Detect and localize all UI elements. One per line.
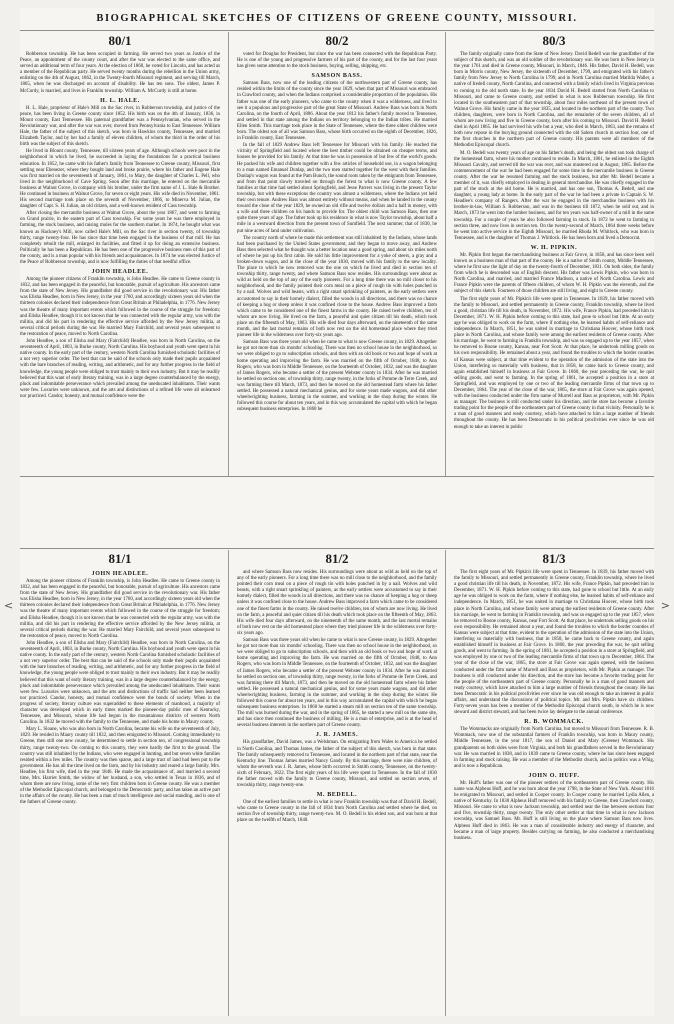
paragraph: H. L. Hale, proprietor of Hale's Mill on the Sac river, in Robberson township, and justice of the peace, has been living in Greene county since 1852. His birth was on the 4th of January, 1836, in Mount county, East Tennessee. His paternal grandfather was a Pennsylvanian, who served in the Revolutionary war, and after the war was over, moved from Pennsylvania to East Tennessee. William Hale, the father of the subject of this sketch, was born in Hawkins county, Tennessee, and married Elizabeth Taylor, and by her had a family of eleven children, of whom the third in the order of his birth was the subject of this sketch. [20,105,220,148]
section-heading: W. H. PIPKIN. [530,244,578,251]
page-number: 80/2 [325,33,349,48]
column-rule [445,32,446,476]
paragraph: The Wommacks are originally from North Carolina, but moved to Missouri from Tennessee. R. B. Wommack, now one of the substantial farmers of Franklin township, was born in Maury county, Middle Tennessee, in the year 1817, the son of Daniel and Mary (Greene) Wommack. His grandparents on both sides were from Virginia, and both his grandfathers served in the Revolutionary war. He was married in 1838, and in 1839 came to Greene county, where he has since been engaged in farming and stock raising. He was a member of the Methodist church, and in politics was a Whig, and is now a Republican. [454,727,654,769]
paragraph: He lived in Blount county, Tennessee, till sixteen years of age. Although schools were poor in the neighborhood in which he lived, he succeeded in laying the foundations for a practical business education. In 1852, he came with his father's family from Tennessee to Greene county, Missouri, first settling near Ebenezer, where they bought land and broke prairie, where his father and Eugene Hale was first married on the seventeenth of January, 1861, to Mary, the daughter of Charles L. Pell, who lived in the neighborhood of Cave Spring. Soon after this marriage, he entered on the mercantile business at Walnut Grove, in company with his brother, under the firm name of J. L. Hale & Brother. He continued in business at Walnut Grove, for seven or eight years. His wife died in November, 1861. His second marriage took place on the seventh of November, 1866, to Minerva M. Julian, the daughter of Capt. S. H. Julian, an old citizen, and a well-known resident of Cass township. [20,149,220,210]
paragraph: Among the pioneer citizens of Franklin township, is John Headlee. He came to Greene county in 1832, and has been engaged in the peaceful, but honorable, pursuit of agriculture. His ancestors came from the state of New Jersey. His grandfather did good service in the revolutionary war. His father was Elisha Headlee, born in New Jersey, in the year 1760, and accordingly sixteen years old when the thirteen colonies declared their independence from Great Britain at Philadelphia, in 1776. New Jersey was the theatre of many important events which followed in the course of the struggle for freedom; and Elisha Headlee, though it is not known that he was connected with the regular army, was with the militia, and did his part in rendering the effective service afforded by the New Jersey militia, at several critical periods during the war. He married Mary Fairchild, and several years subsequent to the restoration of peace, moved to North Carolina. [20,579,220,639]
page-number: 81/3 [542,551,566,566]
section-heading: R. B. WOMMACK. [524,719,584,726]
page-number: 81/1 [108,551,132,566]
paragraph: His grandfather, David James, was a Welshman. On emigrating from Wales to America he settled in North Carolina, and Thomas James, the father of the subject of this sketch, was born in that state. The family subsequently removed to Tennessee, and located in the northern part of that state, near the Kentucky line. Thomas James married Nancy Gandy. By this marriage, there were nine children, of whom the seventh was J. R. James, whose birth occurred in Smith county, Tennessee, on the twenty-sixth of February, 1822. The first eight years of his life were spent in Tennessee. In the fall of 1830 the father moved with the family to Greene county, Missouri, and settled on section seven, of township thirty, range twenty-one. [237,740,437,789]
section-heading: H. L. HALE. [100,97,140,104]
right-crop-marker: > [660,599,670,612]
paragraph: One of the earliest families to settle in what is now Franklin township was that of David H. Bedell, who came to Greene county in the fall of 1834 from North Carolina and settled where he died, on section five of township thirty, range twenty-two. M. O. Bedell is his eldest son, and was born at that place on the twelfth of March, 1840. [237,800,437,824]
column-80-2 [237,32,437,476]
paragraph: The first eight years of Mr. Pipkin's life were spent in Tennessee. In 1839, his father moved with the family to Missouri, and settled permanently in Greene county, Franklin township, where he lived a good, christian life till his death, in November, 1872. His wife, France Pipkin, had preceded him in December, 1871. W. H. Pipkin before coming to this state, had gone to school but little. At an early age he was obliged to work on the farm, where if nothing else, he learned habits of self-reliance and independence. In March, 1851, he was united in marriage to Christiana Hoover, whose birth took place in North Carolina, and whose family were among the earliest residents of Greene county. After his marriage, he went to farming in Franklin township, and was so engaged up to the year 1857, when he removed to Boone county, Kansas, near Fort Scott. At that place, he undertook milling goods on his own responsibility. He remained about a year, and found the troubles to which the border counties of Kansas were subject, at that time evident to the operation of the admission of the state into the Union, interfering so materially with business, that in 1858, he came back to Greene county, and again established himself in business at Fair Grove. In 1860, the year preceding the war, he quit selling goods, and went to farming. In the spring of 1861, he accepted a position in a store at Springfield, and was employed by one or two of the leading mercantile firms of that town up to December, 1864. The year of the close of the war, 1865, the store at Fair Grove was again opened, with the business conducted under the firm name of Murrell and Bass as proprietors, with Mr. Pipkin as manager. The business is still conducted under his direction, and the store has become a favorite trading point for the people of the northeastern part of Greene county in that vicinity. Personally he is a man of good manners and ready courtesy, which have attached to him a large number of friends throughout the county. He has been Democratic in his political proclivities ever since he was old enough to take an interest in public [454,296,654,430]
section-heading: J. R. JAMES. [315,732,359,739]
section-heading: JOHN HEADLEE. [91,571,149,577]
band-rule-top [20,476,654,477]
bottom-band [20,550,654,1016]
left-crop-marker: < [4,599,14,612]
column-rule [228,550,229,1016]
paragraph: voted for Douglas for President, but since the war has been connected with the Republican Party. He is one of the young and progressive farmers of his part of the county, and for the last four years has given some attention to the stock business, buying, selling, shipping, etc. [237,52,437,70]
paragraph: and where Samson Bass now resides. His surroundings were about as wild as held on the top of any of the early pioneers. For a long time there was no mill close to the neighborhood, and the family pointed their corn meal on a piece of rough tin with holes punched in by a nail. Wolves and wild beasts, with a right smart sprinkling of painters, as the early settlers were accustomed to say in their homely dialect, filled the woods in all directions, and there was no chance of keeping a hog or sheep unless it was confined close to the house. Andrew Bass improved a farm which came to be considered one of the finest farms in the county. He raised twelve children, ten of whom are now living. He lived on the farm, a peaceful and quiet citizen till his death which took place on the fifteenth of May, 1863. His wife died four days afterward, on the nineteenth of the same month, and the last mortal remains of both now rest on the old homestead place where they tried pioneer life in the wilderness over forty-six years ago. [237,570,437,636]
page-number: 81/2 [325,551,349,566]
paragraph: Samson Bass was three years old when he came to what is now Greene county, in 1829. Altogether he got not more than six months' schooling. There was then no school house in the neighborhood, so we were obliged to go to subscription schools, and then with an old book or two and hope of work at home operating and improving the farm. He was married on the fifth of October, 1848, to Ann Rogers, who was born in Middle Tennessee, on the fourteenth of October, 1832, and was the daughter of James Rogers, who became a settler of the present Webster county in 1834. After he was married he settled on section one, of township thirty, range twenty, in the forks of Pomme de Terre Creek, and was farming there till March, 1873, and then he moved on the old homestead farm where his father settled. He possessed a natural mechanical genius, and for some years made wagons, and did other wheelwrighting business, farming in the summer, and working in the shop during the winter. He followed this course for about ten years, and in this way accumulated the capital with which he began subsequent business enterprises. In 1860 he started a steam mill on section ten of the same township. The mill was burned during the war, and in the spring of 1865, he started a new mill on the same site, and has since then continued the business of milling. He is a man of enterprise, and is at the head of several business interests in the northern part of Greene county. [237,638,437,729]
section-heading: SAMSON BASS. [311,73,363,80]
paragraph: Mr. Pipkin first began the merchandising business at Fair Grove, in 1858, and has since been well known as a business man of that part of the county. He is a native of Smith county, Middle Tennessee, where he first saw the light of day on the twenty-fourth of December, 1831. On both sides, the family from which he is descended was of English descent. His father was Lewis Pipkin, who was born in North Carolina, and married, and married France Madison, a native of North Carolina. Lewis and France Pipkin were the parents of fifteen children, of whom W. H. Pipkin was the eleventh, and the subject of this sketch. Fourteen of those children are still living, and eight in Greene county. [454,252,654,295]
column-rule [228,32,229,476]
column-rule [445,550,446,1016]
paragraph: Samson Bass was three years old when he came to what is now Greene county, in 1829. Altogether he got not more than six months' schooling. There was then no school house in the neighborhood, so we were obliged to go to subscription schools, and then with an old book or two and hope of work at home operating and improving the farm. He was married on the fifth of October, 1848, to Ann Rogers, who was born in Middle Tennessee, on the fourteenth of October, 1832, and was the daughter of James Rogers, who became a settler of the present Webster county in 1834. After he was married he settled on section one, of township thirty, range twenty, in the forks of Pomme de Terre Creek, and was farming there till March, 1873, and then he moved on the old homestead farm where his father settled. He possessed a natural mechanical genius, and for some years made wagons, and did other wheelwrighting business, farming in the summer, and working in the shop during the winter. He followed this course for about ten years, and in this way accumulated the capital with which he began subsequent business enterprises. In 1860 he [237,340,437,413]
page-sheet [20,8,654,1016]
column-81-3 [454,550,654,1016]
page-number: 80/1 [108,33,132,48]
section-heading: JOHN O. HUFF. [528,772,580,779]
paragraph: John Headlee, a son of Elisha and Mary (Fairchild) Headlee, was born in North Carolina, on the seventeenth of April, 1803, in Burke county, North Carolina. His boyhood and youth were spent in his native county. In the early part of the century, western North Carolina furnished scholastic facilities of a not very superior order. The best that can be said of the schools only made their pupils acquainted with the bare branches of reading, writing, and arithmetic, and for any further progress in the field of knowledge, the young people were obliged to trust mainly to their own industry. But it may be readily believed that this want of early literary training, was in a large degree counterbalanced by the energy, pluck and indomitable perseverance which prevailed among the uneducated inhabitants. Their wants were few. Luxuries were unknown, and the arts and distinctions of a refined life were all unlearned nor practiced. Candor, honesty, and mutual confidence were the [20,339,220,399]
column-80-3 [454,32,654,476]
column-81-1 [20,550,220,1016]
section-heading: JOHN HEADLEE. [91,269,149,276]
paragraph: After closing the mercantile business at Walnut Grove, about the year 1867, and went to farming on Grand prairie, in the eastern part of Cass township. For some years he was there employed in farming, the stock business, and raising mules for the southern market. In 1874, he bought what was known as Hackney's Mill, now called Hale's Mill, on the Sac river in section twenty, of township thirty, range twenty-four. He has since that time been engaged in the business of that mill. He has completely rebuilt the mill, enlarged its facilities, and fitted it up for doing an extensive business. Politically he has been a Republican. He has been one of the progressive business men of this part of the county, and is a man popular with his friends and acquaintances. In 1874 he was elected Justice of the Peace of Robberson township, and is now fulfilling the duties of that needful office. [20,211,220,265]
band-rule-bottom [20,548,654,549]
page-header: BIOGRAPHICAL SKETCHES OF CITIZENS OF GREENE COUNTY, MISSOURI. [96,13,578,24]
paragraph: John Headlee, a son of Elisha and Mary (Fairchild) Headlee, was born in North Carolina, on the seventeenth of April, 1803, in Burke county, North Carolina. His boyhood and youth were spent in his native county. In the early part of the century, western North Carolina furnished scholastic facilities of a not very superior order. The best that can be said of the schools only made their pupils acquainted with the bare branches of reading, writing, and arithmetic, and for any further progress in the field of knowledge, the young people were obliged to trust mainly to their own industry. But it may be readily believed that this want of early literary training, was in a large degree counterbalanced by the energy, pluck and indomitable perseverance which prevailed among the uneducated inhabitants. Their wants were few. Luxuries were unknown, and the arts and distinctions of traffic had neither been learned nor practiced. Candor, honesty, and mutual confidence were the bonds of society. When in the progress of society, literary culture was superadded to these elements of manhood, a majority of character was developed which in early times marked the pioneer-day public men of Kentucky, Tennessee, and Missouri, whose life had begun in the mountainous districts of western North Carolina. In 1832 he moved with the family to the Tennessee, and made his home in Maury county. [20,640,220,726]
band-gap [20,478,654,546]
paragraph: Mary L. Sloane, who was also born in North Carolina, became his wife on the seventeenth of July, 1829. He resided in Maury county till 1832, and then emigrated to Missouri. Coming immediately to Greene, then still one new county, he determined to settle in section ten, of congressional township thirty, range twenty-two. On coming to this country, they were hardly the first to the ground. The country was still inhabited by the Indians, who were engaged in hunting, and but seven white families resided within a few miles. The country was then sparse, and a large tract of land had been put to the government. He has all the time lived on the farm, and by his industry and reared a large family. Mrs. Headlee, his first wife, died in the year 1846. He made the acquaintance of, and married a second time, Mrs. Harriet Smith, the widow of her husband, a son, who settled in Texas in 1836, and of whom there are now living, some of the very first children born in Greene county. He was a member of the Methodist Episcopal church, and belonged to the Democratic party, and has taken an active part in the affairs of the county. He has been a man of much intelligence and social standing, and is one of the fathers of Greene county. [20,727,220,806]
paragraph: The family originally came from the State of New Jersey. David Bedell was the grandfather of the subject of this sketch, and was an old soldier of the revolutionary war. He was born in New Jersey in the year 1761 and died in Greene county, Missouri, in March, 1846. His father, David H. Bedell, was born in Morris county, New Jersey, the sixteenth of December, 1799, and emigrated with his father's family from New Jersey to North Carolina in 1799, and in North Carolina married Matilda Waller, a native of Iredell county, North Carolina, and connected with a family which lived in Virginia previous to coming to the old north state. In the year 1834 David H. Bedell started from North Carolina to Missouri, and came to Greene county, and settled in what is now Robberson township. He first located in the southeastern part of that township, about four miles northeast of the present town of Walnut Grove. His family came in the year 1835, and located in the northern part of the county. Two children, daughters, were born in North Carolina, and the remainder of the seven children, all of whom are now living and five in Greene county, born after his coming to Missouri. David H. Bedell died in April 1865. He had survived his wife but a year, who died in March, 1863, and the remains of both now repose in the burying ground connected with the old Salem church in section four, one of the first churches in the northern part of Greene county. His parents were all members of the Methodist Episcopal church. [454,52,654,149]
paragraph: Robberson township. He has been occupied in farming. He served two years as Justice of the Peace, an appointment of the county court, and after the war was elected to the same office, and served an additional term of four years. At the election of 1860, he voted for Lincoln, and has acted as a member of the Republican party. He served twenty months during the rebellion in the Union army, enlisting on the 4th of August, 1862, in the Twenty-fourth Missouri regiment, and serving till March, 1865, when he was discharged on account of disability. He has ten sons. The oldest, James P. McCurdy, is married, and lives in Franklin township. William A. McCurdy is still at home. [20,52,220,94]
paragraph: The first eight years of Mr. Pipkin's life were spent in Tennessee. In 1839, his father moved with the family to Missouri, and settled permanently in Greene county, Franklin township, where he lived a good christian life till his death, in November, 1872. His wife, France Pipkin, had preceded him in December, 1871. W. H. Pipkin before coming to this state, had gone to school but little. At an early age he was obliged to work on the farm, where if nothing else, he learned habits of self-reliance and independence. In March, 1851, he was united in marriage to Christiana Hoover, whose birth took place in North Carolina, and whose family were among the earliest residents of Greene county. After his marriage, he went to farming in Franklin township, and was so engaged up to the year 1857, when he removed to Boone county, Kansas, near Fort Scott. At that place, he undertook selling goods on his own responsibility. He remained about a year, and found the troubles to which the border counties of Kansas were subject at that time, evident to the operation of the admission of the state into the Union, interfering so materially with business, that in 1858, he came back to Greene county, and again established himself in business at Fair Grove. In 1860, the year preceding the war, he quit selling goods, and went to farming. In the spring of 1861, he accepted a position in a store at Springfield, and was employed by one or two of the leading mercantile firms of that town up to December, 1864. The year of the close of the war, 1865, the store at Fair Grove was again opened, with the business conducted under the firm name of Murrell and Bass as proprietors, with Mr. Pipkin as manager. The business is still conducted under his direction, and the store has become a favorite trading point for the people of the northeastern part of Greene county. Personally he is a man of good manners and ready courtesy, which have attached to him a large number of friends throughout the county. He has been Democratic in his political proclivities ever since he was old enough to take an interest in public affairs, and understand the discussions of political topics. Mr. and Mrs. Pipkin have six children. Forty-seven years has been a member of the Methodist Episcopal church south, in which he is now steward and district steward, and has been twice lay delegate to the annual conference. [454,570,654,716]
paragraph: The country north of where he made this settlement was still inhabited by the Indians, whose lands had been purchased by the United States government, and they began to move away, and Andrew Bass then selected what he thought was a better location near a good spring, and about six miles north of where he put up his first cabin. He sold his little improvement for a yoke of steers, a gray and a broken-down wagon, and in the close of the year 1830, moved with his family to the new locality. The place to which he now removed was the one on which he lived and died in section ten of township thirty, range twenty, and where Samson Bass now resides. His surroundings were about as wild as held on the top of any of the early pioneers. For a long time there was no mill closer to his neighborhood, and the family pointed their corn meal on a piece of rough tin with holes punched in by a nail. Wolves and wild beasts, with a right smart sprinkling of painters, as the early settlers were accustomed to say in their homely dialect, filled the woods in all directions, and there was no chance of keeping a hog or sheep unless it was confined close to the house. Andrew Bass improved a farm which came to be considered one of the finest farms in the county. He raised twelve children, ten of whom are now living. He lived on the farm, a peaceful and quiet citizen till his death, which took place on the fifteenth of May, 1863. His wife died four days afterward, on the nineteenth of the same month, and the last mortal remains of both now rest on the old homestead place where they tried pioneer life in the wilderness over forty-six years ago. [237,235,437,339]
section-heading: M. BEDELL. [316,792,358,799]
paragraph: Among the pioneer citizens of Franklin township, is John Headlee. He came to Greene county in 1832, and has been engaged in the peaceful, but honorable, pursuit of agriculture. His ancestors came from the state of New Jersey. His grandfather did good service in the revolutionary war. His father was Elisha Headlee, born in New Jersey, in the year 1760, and accordingly sixteen years old when the thirteen colonies declared their independence from Great Britain at Philadelphia, in 1776. New Jersey was the theatre of many important events which followed in the course of the struggle for freedom; and Elisha Headlee, though it is not known that he was connected with the regular army, was with the militia, and did his part in rendering the effective service afforded by the New Jersey militia, at several critical periods during the war. He married Mary Fairchild, and several years subsequent to the restoration of peace, moved to North Carolina. [20,277,220,337]
page-number: 80/3 [542,33,566,48]
paragraph: M. O. Bedell was twenty years of age on his father's death, and being the oldest son took charge of the homestead farm, where his mother continued to reside. In March, 1861, he enlisted in the Eighth Missouri Cavalry, and served till the war was over, and was mustered out in August, 1865. Before the commencement of the war he had been engaged for some time in the mercantile business in Greene county. After the war he resumed farming and the stock business, but after Mr. Bedell became a member of it, was chiefly employed in dealing in general merchandise. He was chiefly engaged in the part of the stock at the old home. He is married, and has one son, Thomas A. Bedell, and one daughter, a young lady at home. In the early part of the war he had been a private in Captain S. W. Headlee's company of Rangers. After the war he engaged in the merchandise business with his brother-in-law, William S. Robberson, and was in the business till 1872, when he sold out, and in March, 1873 he went into the lumber business, and for ten years was half-owner of a mill in the same township. For a couple of years he also followed farming in stock. In 1872 he went to farming in section three, and now lives in section ten. On the twenty-second of March, 1864 three weeks before he went into active service in the Eighth Missouri, he married Rhoda M. Whitlock, who was born in Tennessee, and is the daughter of Thomas J. Whitlock. He has been born and lived a Democrat. [454,150,654,241]
paragraph: Mr. Huff's father was one of the pioneer settlers of the northeastern part of Greene county. His name was Alpheus Huff, and he was born about the year 1798, in the State of New York. About 1816 he emigrated to Missouri, and settled in Cooper county. In Cooper county he married Lydia Allen, a native of Kentucky. In 1830 Alpheus Huff removed with his family to Greene, then Crawford county, Missouri. He came to what is now Jackson township, and settled near the line between sections four and five, township thirty, range twenty. The only other settler at that time in what is now Jackson township, was Samuel Bass. Mr. Huff is still living on the place where Samson Bass now lives. Alpheus Huff died in 1863. He was a man of considerable industry and energy of character, and became a man of large property. Besides carrying on farming, he also conducted a merchandising business. [454,780,654,841]
column-80-1 [20,32,220,476]
paragraph: Samson Bass, now one of the leading citizens of the northwestern part of Greene county, has resided within the limits of the county since the year 1829, when that part of Missouri was embraced in Crawford county, and when the Indians comprised a considerable proportion of the population. His father was one of the early pioneers, who came to the county when it was a wilderness, and lived to see it a populous and progressive part of the great State of Missouri. Andrew Bass was born in North Carolina, on the fourth of April, 1806. About the year 1812 his father's family moved to Tennessee, and settled in that state among the Indians on territory belonging to the Indian tribes. He married Ellen Smith. This marriage took place in the State of Tennessee, where the three oldest children were born. The oldest son of all was Samson Bass, whose birth occurred on the eighth of December, 1826, in Franklin county, East Tennessee. [237,81,437,142]
header-rule [20,30,654,31]
top-band [20,32,654,476]
column-81-2 [237,550,437,1016]
paragraph: In the fall of 1829 Andrew Bass left Tennessee for Missouri with his family. He reached the vicinity of Springfield and located where the best timber could be obtained on cheaper terms, and houses be provided for his family. At that time he was in possession of but few of the world's goods. He packed his wife and children together with a few articles of household use, in a wagon belonging to a man named Emanuel Dunlap, and the two men started together for the west with their families. Dunlap's wagon was found at the Pam Bunch, the sound roots taken by the emigrants from Tennessee, and from that point slowly traveled on through the forest to what is now Greene county. A few families at that time had settled about Springfield, and Jesse Parrers was living in the present Taylor township, but with these exceptions the country was almost a wilderness, where the Indians yet held their own tenure. Andrew Bass was almost entirely without means, and when he landed in the county toward the close of the year 1829, he owned an old rifle and twelve dollars and a half in money, with a wife and three children on his hands to provide for. The oldest child was Samson Bass, then one quite three years of age. The father took up his residence in what is now Taylor township, about half a mile in a westward direction from the present town of Sumfield. The next summer, that of 1830, he put nine acres of land under cultivation. [237,143,437,234]
